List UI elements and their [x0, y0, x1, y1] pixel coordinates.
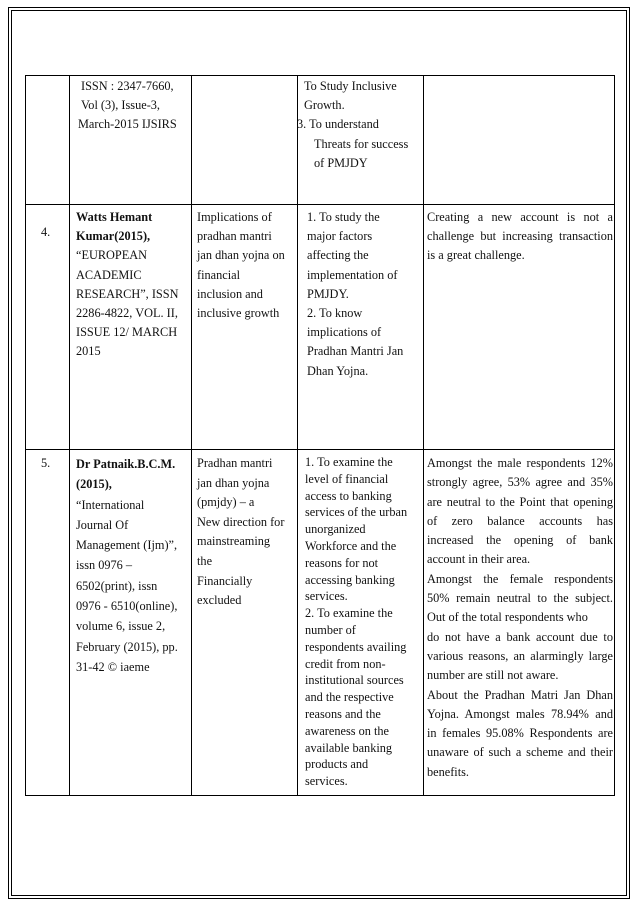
- objective-line: 2. To know: [307, 306, 363, 321]
- objective-line: major factors: [307, 229, 373, 244]
- objective-line: implementation of: [307, 267, 398, 282]
- row-number: 4.: [41, 225, 51, 239]
- findings-line: various reasons, an alarmingly large: [427, 648, 613, 663]
- author-line: 2015: [76, 344, 101, 359]
- continuation-author-cell: [78, 77, 177, 135]
- author-line: ACADEMIC: [76, 267, 142, 282]
- column-divider: [297, 75, 298, 796]
- column-divider: [191, 75, 192, 796]
- row5-findings-cell: [427, 454, 613, 782]
- objective-line: awareness on the: [305, 723, 389, 738]
- objective-line: reasons and the: [305, 706, 381, 721]
- title-line: pradhan mantri: [197, 229, 272, 244]
- objective-line: available banking: [305, 740, 393, 755]
- objective-line: services of the urban: [305, 505, 408, 520]
- author-name: (2015),: [76, 477, 112, 492]
- title-line: Financially: [197, 573, 253, 588]
- objective-line: products and: [305, 757, 369, 772]
- objective-line: 1. To examine the: [305, 455, 393, 469]
- findings-line: Creating a new account is not a: [427, 210, 613, 224]
- title-line: Pradhan mantri: [197, 456, 273, 470]
- title-line: mainstreaming: [197, 534, 271, 549]
- table-top-rule: [25, 75, 615, 76]
- continuation-objective-cell: [297, 77, 420, 173]
- author-line: Journal Of: [76, 517, 129, 532]
- findings-line: benefits.: [427, 764, 470, 779]
- column-divider: [69, 75, 70, 796]
- findings-line: of zero balance accounts has: [427, 513, 613, 528]
- objective-line: PMJDY.: [307, 286, 349, 301]
- findings-line: challenge but increasing transaction: [427, 229, 613, 244]
- row-divider: [25, 449, 615, 450]
- column-divider: [423, 75, 424, 796]
- objective-line: Threats for success: [314, 136, 409, 151]
- findings-line: increased the opening of bank: [427, 533, 613, 548]
- table-bottom-rule: [25, 795, 615, 796]
- title-line: (pmjdy) – a: [197, 495, 255, 510]
- title-line: inclusion and: [197, 286, 263, 301]
- findings-line: strongly agree, 53% agree and 35%: [427, 475, 613, 490]
- author-name: Kumar(2015),: [76, 229, 151, 244]
- author-line: “EUROPEAN: [76, 248, 148, 263]
- row5-author-cell: [76, 454, 189, 677]
- objective-line: 3. To understand: [297, 117, 379, 132]
- row4-author-cell: [76, 208, 189, 362]
- findings-line: Yojna. Amongst males 78.94% and: [427, 706, 613, 721]
- objective-line: 2. To examine the: [305, 606, 393, 621]
- author-line: February (2015), pp.: [76, 639, 178, 654]
- title-line: inclusive growth: [197, 306, 280, 321]
- title-line: excluded: [197, 593, 242, 608]
- author-line: March-2015 IJSIRS: [78, 117, 177, 132]
- author-line: ISSN : 2347-7660,: [81, 79, 174, 93]
- row4-title-cell: [197, 208, 295, 323]
- author-name: Watts Hemant: [76, 210, 153, 224]
- findings-line: in females 95.08% Respondents are: [427, 726, 613, 741]
- row-divider: [25, 204, 615, 205]
- column-divider: [614, 75, 615, 796]
- objective-line: accessing banking: [305, 572, 395, 587]
- findings-line: Out of the total respondents who: [427, 610, 588, 625]
- objective-line: services.: [305, 774, 348, 789]
- objective-line: respondents availing: [305, 639, 407, 654]
- objective-line: Pradhan Mantri Jan: [307, 344, 404, 359]
- author-line: ISSUE 12/ MARCH: [76, 325, 178, 340]
- objective-line: affecting the: [307, 248, 369, 263]
- objective-line: implications of: [307, 325, 382, 340]
- row4-objective-cell: [307, 208, 421, 381]
- author-line: RESEARCH”, ISSN: [76, 286, 179, 301]
- title-line: jan dhan yojna on: [197, 248, 285, 263]
- findings-line: Amongst the female respondents: [427, 571, 613, 586]
- findings-line: 50% remain neutral to the subject.: [427, 591, 613, 606]
- findings-line: number are still not aware.: [427, 668, 559, 683]
- column-divider: [25, 75, 26, 796]
- findings-line: About the Pradhan Matri Jan Dhan: [427, 687, 613, 702]
- author-line: Vol (3), Issue-3,: [81, 98, 161, 113]
- objective-line: level of financial: [305, 471, 389, 486]
- title-line: Implications of: [197, 210, 272, 224]
- objective-line: credit from non-: [305, 656, 386, 671]
- objective-line: unorganized: [305, 522, 366, 537]
- author-line: 2286-4822, VOL. II,: [76, 306, 178, 321]
- objective-line: Workforce and the: [305, 538, 397, 553]
- literature-review-table: [25, 75, 615, 796]
- row5-objective-cell: [305, 454, 421, 790]
- objective-line: To Study Inclusive: [304, 79, 397, 93]
- objective-line: number of: [305, 622, 356, 637]
- objective-line: reasons for not: [305, 555, 379, 570]
- author-line: Management (Ijm)”,: [76, 538, 178, 553]
- findings-line: Amongst the male respondents 12%: [427, 456, 613, 470]
- row5-title-cell: [197, 454, 295, 611]
- title-line: New direction for: [197, 514, 285, 529]
- objective-line: Dhan Yojna.: [307, 363, 369, 378]
- author-line: 31-42 © iaeme: [76, 659, 150, 674]
- author-line: 6502(print), issn: [76, 578, 158, 593]
- author-line: “International: [76, 497, 145, 512]
- author-line: 0976 - 6510(online),: [76, 599, 178, 614]
- row4-findings-cell: [427, 208, 613, 266]
- title-line: the: [197, 553, 213, 568]
- author-line: issn 0976 –: [76, 558, 133, 573]
- objective-line: and the respective: [305, 690, 394, 705]
- findings-line: are neutral to the Point that opening: [427, 494, 613, 509]
- findings-line: unaware of such a scheme and their: [427, 745, 613, 760]
- title-line: jan dhan yojna: [197, 475, 270, 490]
- findings-line: do not have a bank account due to: [427, 629, 613, 644]
- findings-line: account in their area.: [427, 552, 531, 567]
- author-name: Dr Patnaik.B.C.M.: [76, 457, 176, 471]
- objective-line: access to banking: [305, 488, 392, 503]
- objective-line: of PMJDY: [314, 155, 368, 170]
- objective-line: services.: [305, 589, 348, 604]
- row-number: 5.: [41, 456, 51, 470]
- objective-line: Growth.: [304, 98, 345, 113]
- objective-line: 1. To study the: [307, 210, 380, 224]
- title-line: financial: [197, 267, 241, 282]
- author-line: volume 6, issue 2,: [76, 619, 166, 634]
- objective-line: institutional sources: [305, 673, 404, 688]
- findings-line: is a great challenge.: [427, 248, 525, 263]
